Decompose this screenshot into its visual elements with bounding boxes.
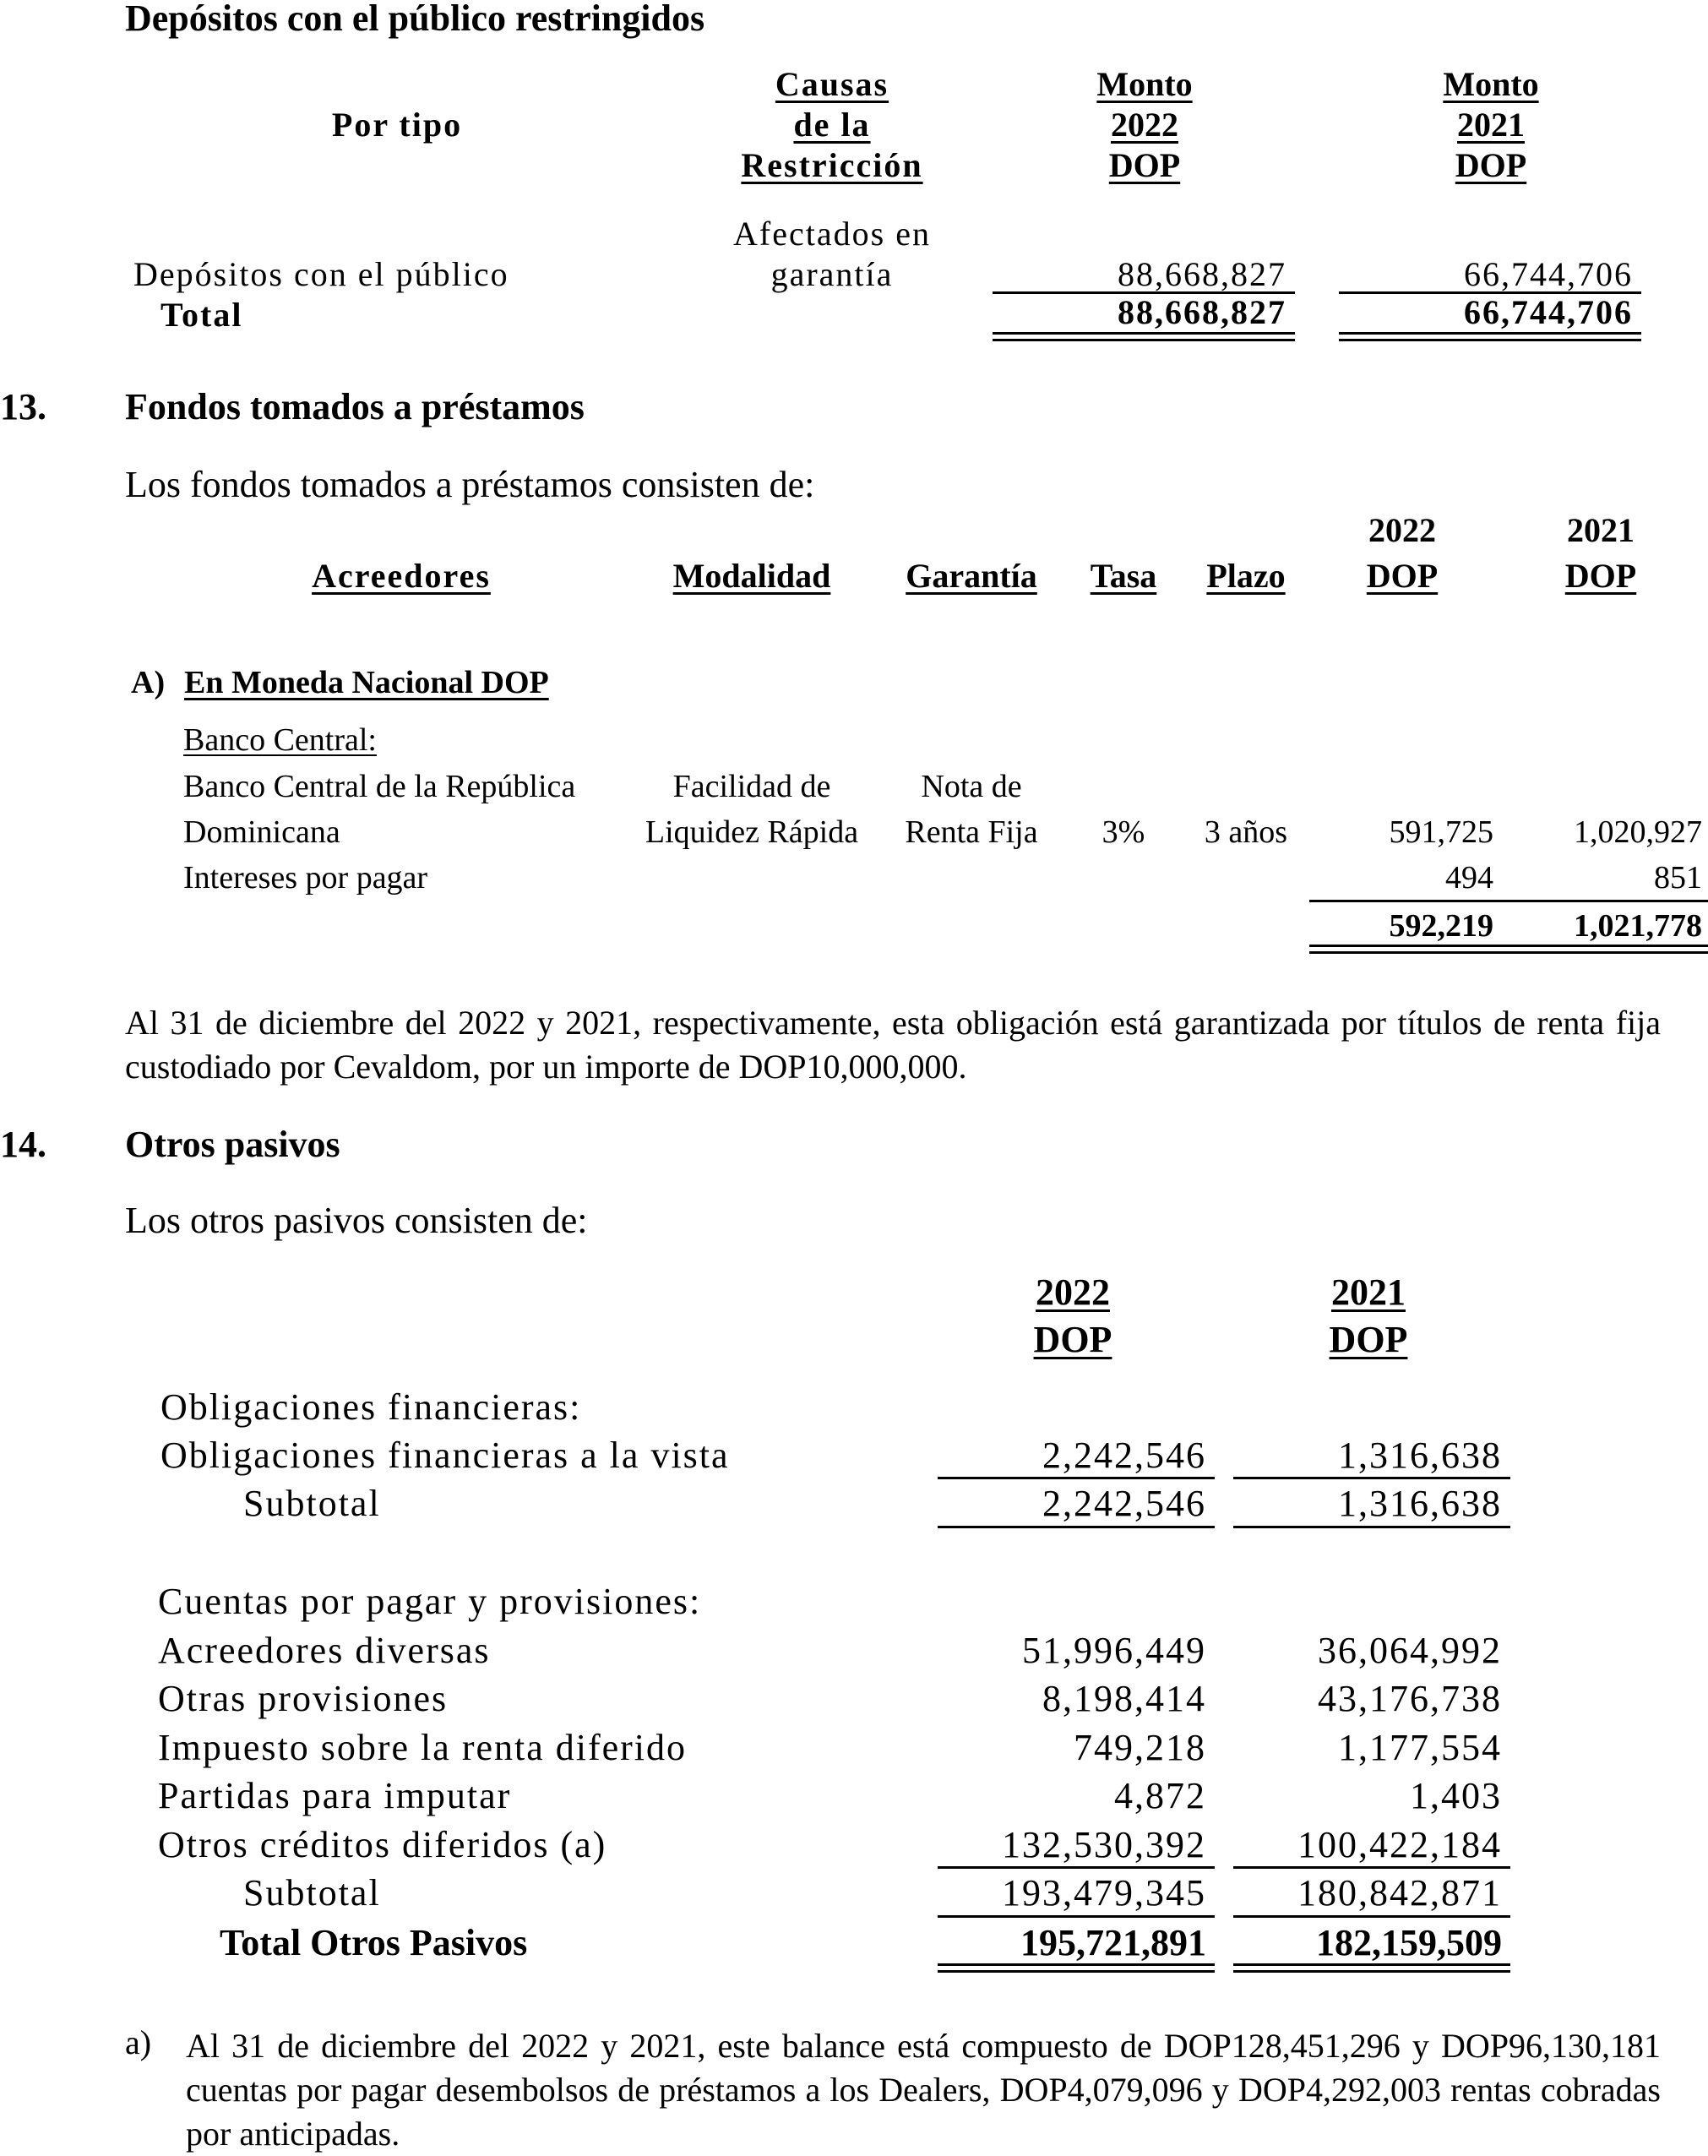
total-value-2021: 182,159,509: [1316, 1922, 1502, 1963]
section-13-number: 13.: [0, 386, 46, 427]
row-value-2022: 132,530,392: [1002, 1824, 1206, 1865]
row-value-2022: 51,996,449: [1022, 1630, 1206, 1671]
col-header-causas-3: Restricción: [741, 146, 923, 184]
row-value-2022: 2,242,546: [1042, 1435, 1206, 1476]
row-label: Partidas para imputar: [158, 1775, 512, 1816]
col-header-por-tipo: Por tipo: [331, 106, 463, 144]
total-value-2021: 66,744,706: [1464, 293, 1633, 331]
col-header-2022: 2022: [1368, 511, 1436, 549]
total-label: Total Otros Pasivos: [220, 1922, 528, 1963]
total-label: Total: [160, 296, 243, 334]
rule: [1309, 900, 1708, 902]
section-13-intro: Los fondos tomados a préstamos consisten de:: [125, 464, 815, 505]
col-header-2022: 2022: [1036, 1271, 1110, 1313]
subtotal-label: Subtotal: [243, 1483, 381, 1524]
row-label: Impuesto sobre la renta diferido: [158, 1727, 688, 1768]
row-tasa: 3%: [1101, 814, 1145, 850]
rule: [1233, 1866, 1510, 1869]
col-header-2021: 2021: [1331, 1271, 1406, 1313]
double-rule: [1233, 1963, 1510, 1973]
row-value-2021: 66,744,706: [1464, 255, 1633, 293]
section-title: En Moneda Nacional DOP: [184, 665, 549, 700]
row-garantia-2: Renta Fija: [905, 814, 1038, 850]
row-label: Otros créditos diferidos (a): [158, 1824, 607, 1865]
col-header-modalidad: Modalidad: [672, 557, 831, 595]
interest-value-2021: 851: [1654, 860, 1702, 896]
col-header-2021-dop: DOP: [1329, 1319, 1408, 1360]
rule: [938, 1866, 1215, 1869]
group-label-obligaciones: Obligaciones financieras:: [160, 1386, 582, 1428]
footnote-text: Al 31 de diciembre del 2022 y 2021, este balance está compuesto de DOP128,451,296 y DOP96,130,181 cuentas por pagar desembolsos de préstamos a los Dealers, DOP4,079,096 y DOP4,292,003 rentas cobradas por anticipadas.: [186, 2027, 1661, 2153]
row-acreedor-1: Banco Central de la República: [183, 769, 576, 804]
col-header-monto-2021-3: DOP: [1455, 146, 1527, 184]
subtotal-value-2022: 193,479,345: [1002, 1872, 1206, 1914]
row-value-2021: 100,422,184: [1297, 1824, 1502, 1865]
col-header-2021-dop: DOP: [1564, 557, 1637, 595]
col-header-monto-2022-1: Monto: [1096, 65, 1193, 103]
row-value-2022: 4,872: [1114, 1775, 1206, 1816]
subtotal-value-2021: 1,316,638: [1338, 1483, 1502, 1524]
total-value-2022: 195,721,891: [1020, 1922, 1206, 1963]
col-header-causas-2: de la: [793, 106, 871, 144]
rule: [938, 1526, 1215, 1528]
interest-label: Intereses por pagar: [183, 860, 428, 896]
col-header-tasa: Tasa: [1090, 557, 1157, 595]
row-value-2022: 8,198,414: [1042, 1678, 1206, 1719]
subtotal-value-2022: 2,242,546: [1042, 1483, 1206, 1524]
row-label: Otras provisiones: [158, 1678, 449, 1719]
col-header-2021: 2021: [1567, 511, 1635, 549]
double-rule: [1309, 945, 1708, 954]
total-value-2022: 592,219: [1389, 908, 1493, 944]
row-value-2021: 1,316,638: [1338, 1435, 1502, 1476]
section-13-title: Fondos tomados a préstamos: [125, 386, 585, 427]
rule: [1233, 1526, 1510, 1528]
section-13-note: Al 31 de diciembre del 2022 y 2021, respectivamente, esta obligación está garantizada por títulos de renta fija custodiado por Cevaldom, por un importe de DOP10,000,000.: [125, 1004, 1661, 1086]
section-14-number: 14.: [0, 1124, 46, 1165]
row-acreedor-2: Dominicana: [183, 814, 340, 850]
col-header-plazo: Plazo: [1206, 557, 1286, 595]
footnote-letter: a): [125, 2023, 152, 2061]
rule: [1233, 1915, 1510, 1918]
row-value-2022: 591,725: [1389, 814, 1493, 850]
col-header-monto-2022-2: 2022: [1111, 106, 1178, 144]
rule: [938, 1477, 1215, 1479]
row-value-2021: 1,020,927: [1574, 814, 1702, 850]
col-header-monto-2022-3: DOP: [1108, 146, 1181, 184]
restricted-title: Depósitos con el público restringidos: [125, 0, 705, 39]
total-value-2021: 1,021,778: [1574, 908, 1702, 944]
row-label-depositos: Depósitos con el público: [133, 255, 509, 293]
subtotal-label: Subtotal: [243, 1872, 381, 1914]
row-value-2021: 1,177,554: [1338, 1727, 1502, 1768]
group-label-cuentas: Cuentas por pagar y provisiones:: [158, 1581, 702, 1622]
col-header-causas-1: Causas: [775, 65, 889, 103]
subtotal-value-2021: 180,842,871: [1297, 1872, 1502, 1914]
rule: [1233, 1477, 1510, 1479]
row-value-2021: 36,064,992: [1318, 1630, 1502, 1671]
row-value-2022: 88,668,827: [1118, 255, 1286, 293]
row-modalidad-2: Liquidez Rápida: [645, 814, 859, 850]
row-plazo: 3 años: [1204, 814, 1288, 850]
row-value-2021: 1,403: [1410, 1775, 1502, 1816]
total-value-2022: 88,668,827: [1118, 293, 1286, 331]
col-header-2022-dop: DOP: [1366, 557, 1439, 595]
row-causa-2: garantía: [770, 255, 894, 293]
double-rule: [938, 1963, 1215, 1973]
row-label: Acreedores diversas: [158, 1630, 491, 1671]
col-header-2022-dop: DOP: [1033, 1319, 1112, 1360]
section-letter: A): [131, 665, 166, 700]
col-header-monto-2021-1: Monto: [1443, 65, 1539, 103]
col-header-garantia: Garantía: [906, 557, 1037, 595]
interest-value-2022: 494: [1445, 860, 1493, 896]
double-rule: [1339, 332, 1641, 341]
row-label: Obligaciones financieras a la vista: [160, 1435, 730, 1476]
section-14-intro: Los otros pasivos consisten de:: [125, 1200, 588, 1241]
row-causa-1: Afectados en: [733, 215, 931, 253]
group-label-banco-central: Banco Central:: [183, 722, 377, 758]
row-garantia-1: Nota de: [921, 769, 1022, 804]
section-14-title: Otros pasivos: [125, 1124, 340, 1165]
row-value-2022: 749,218: [1074, 1727, 1206, 1768]
col-header-monto-2021-2: 2021: [1457, 106, 1525, 144]
double-rule: [993, 332, 1295, 341]
row-value-2021: 43,176,738: [1318, 1678, 1502, 1719]
row-modalidad-1: Facilidad de: [672, 769, 831, 804]
col-header-acreedores: Acreedores: [312, 557, 491, 595]
rule: [938, 1915, 1215, 1918]
